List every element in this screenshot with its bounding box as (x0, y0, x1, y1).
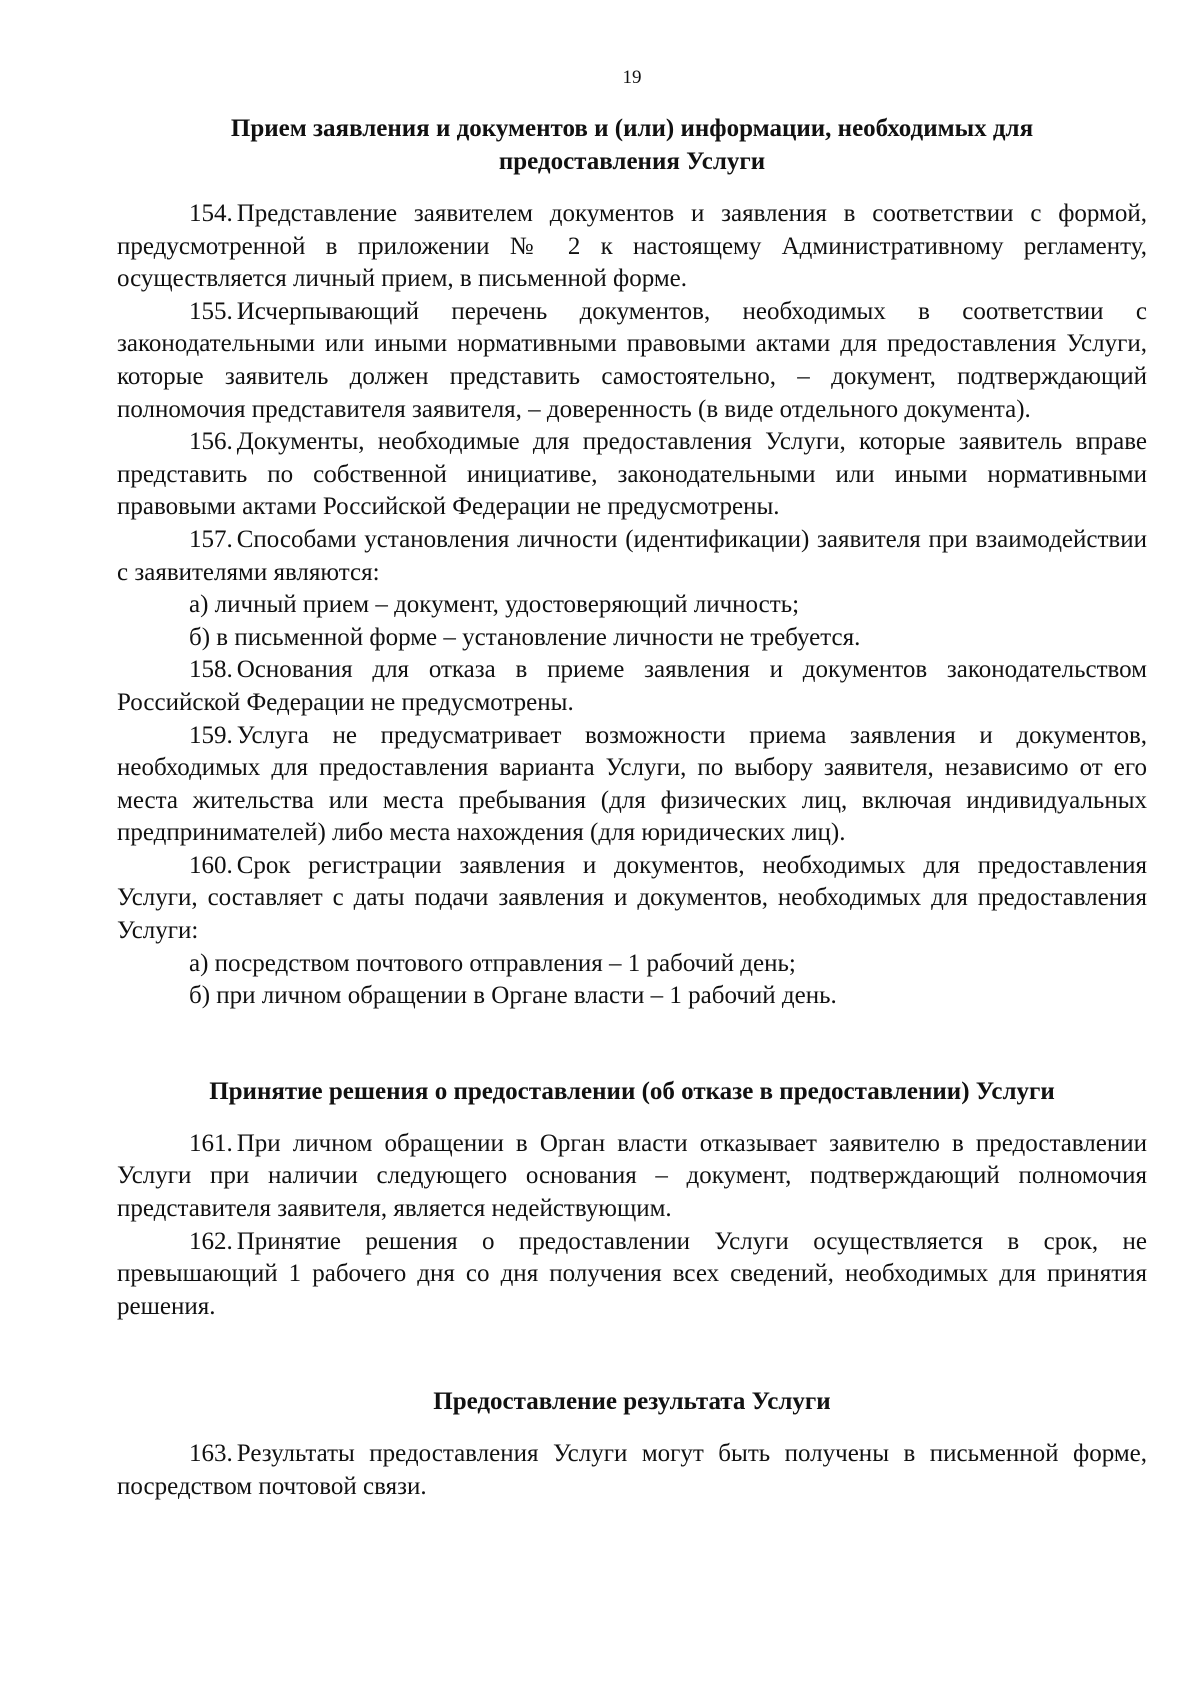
section-heading-receipt-line2: предоставления Услуги (498, 148, 766, 175)
paragraph-157-item-b (117, 622, 1147, 655)
paragraph-157 (117, 524, 1147, 589)
paragraph-number: 160. (189, 851, 233, 879)
section-body-decision (117, 1128, 1147, 1324)
paragraph-number: 157. (189, 525, 233, 553)
paragraph-162 (117, 1226, 1147, 1324)
paragraph-156 (117, 426, 1147, 524)
paragraph-number: 154. (189, 200, 233, 227)
section-heading-receipt-line1: Прием заявления и документов и (или) информации, необходимых для (230, 115, 1034, 142)
paragraph-number: 155. (189, 297, 233, 325)
paragraph-text: Исчерпывающий перечень документов, необходимых в соответствии с законодательными или иными нормативными правовыми актами для предоставления Услуги, которые заявитель должен представить самостоятельно, – документ, подтверждающий полномочия представителя заявителя, – доверенность (в виде отдельного документа). (117, 297, 1147, 423)
paragraph-text: Услуга не предусматривает возможности приема заявления и документов, необходимых для предоставления варианта Услуги, по выбору заявителя, независимо от его места жительства или места пребывания (для физических лиц, включая индивидуальных предпринимателей) либо места нахождения (для юридических лиц). (117, 721, 1147, 847)
paragraph-160 (117, 850, 1147, 948)
paragraph-161 (117, 1128, 1147, 1226)
page-number: 19 (622, 67, 642, 88)
paragraph-number: 162. (189, 1227, 233, 1255)
paragraph-158 (117, 654, 1147, 719)
paragraph-number: 159. (189, 721, 233, 749)
document-page (117, 64, 1147, 1504)
paragraph-155 (117, 296, 1147, 426)
paragraph-text: б) при личном обращении в Органе власти – 1 рабочий день. (189, 982, 837, 1010)
paragraph-text: Способами установления личности (идентификации) заявителя при взаимодействии с заявителями являются: (117, 525, 1147, 586)
paragraph-text: а) личный прием – документ, удостоверяющий личность; (189, 591, 800, 619)
paragraph-157-item-a (117, 589, 1147, 622)
paragraph-154 (117, 198, 1147, 296)
paragraph-text: Представление заявителем документов и заявления в соответствии с формой, предусмотренной в приложении № 2 к настоящему Административному регламенту, осуществляется личный прием, в письменной форме. (117, 200, 1147, 293)
section-heading-receipt (117, 112, 1147, 178)
paragraph-text: Основания для отказа в приеме заявления и документов законодательством Российской Федерации не предусмотрены. (117, 656, 1147, 716)
paragraph-number: 158. (189, 656, 233, 684)
section-body-result (117, 1438, 1147, 1503)
section-heading-decision: Принятие решения о предоставлении (об отказе в предоставлении) Услуги (209, 1077, 1055, 1105)
section-body-receipt (117, 198, 1147, 1013)
paragraph-text: Документы, необходимые для предоставления Услуги, которые заявитель вправе представить по собственной инициативе, законодательными или иными нормативными правовыми актами Российской Федерации не предусмотрены. (117, 428, 1147, 521)
paragraph-number: 161. (189, 1129, 233, 1157)
paragraph-number: 156. (189, 428, 233, 456)
paragraph-number: 163. (189, 1440, 233, 1468)
paragraph-160-item-a (117, 948, 1147, 981)
paragraph-163 (117, 1438, 1147, 1503)
section-heading-result: Предоставление результата Услуги (433, 1388, 831, 1416)
paragraph-159 (117, 720, 1147, 850)
paragraph-text: б) в письменной форме – установление личности не требуется. (189, 623, 861, 651)
paragraph-160-item-b (117, 980, 1147, 1013)
paragraph-text: При личном обращении в Орган власти отказывает заявителю в предоставлении Услуги при наличии следующего основания – документ, подтверждающий полномочия представителя заявителя, является недействующим. (117, 1129, 1147, 1223)
paragraph-text: а) посредством почтового отправления – 1 рабочий день; (189, 949, 796, 977)
paragraph-text: Принятие решения о предоставлении Услуги осуществляется в срок, не превышающий 1 рабочего дня со дня получения всех сведений, необходимых для принятия решения. (117, 1227, 1147, 1320)
paragraph-text: Результаты предоставления Услуги могут быть получены в письменной форме, посредством почтовой связи. (117, 1440, 1147, 1500)
paragraph-text: Срок регистрации заявления и документов, необходимых для предоставления Услуги, составляет с даты подачи заявления и документов, необходимых для предоставления Услуги: (117, 851, 1147, 945)
